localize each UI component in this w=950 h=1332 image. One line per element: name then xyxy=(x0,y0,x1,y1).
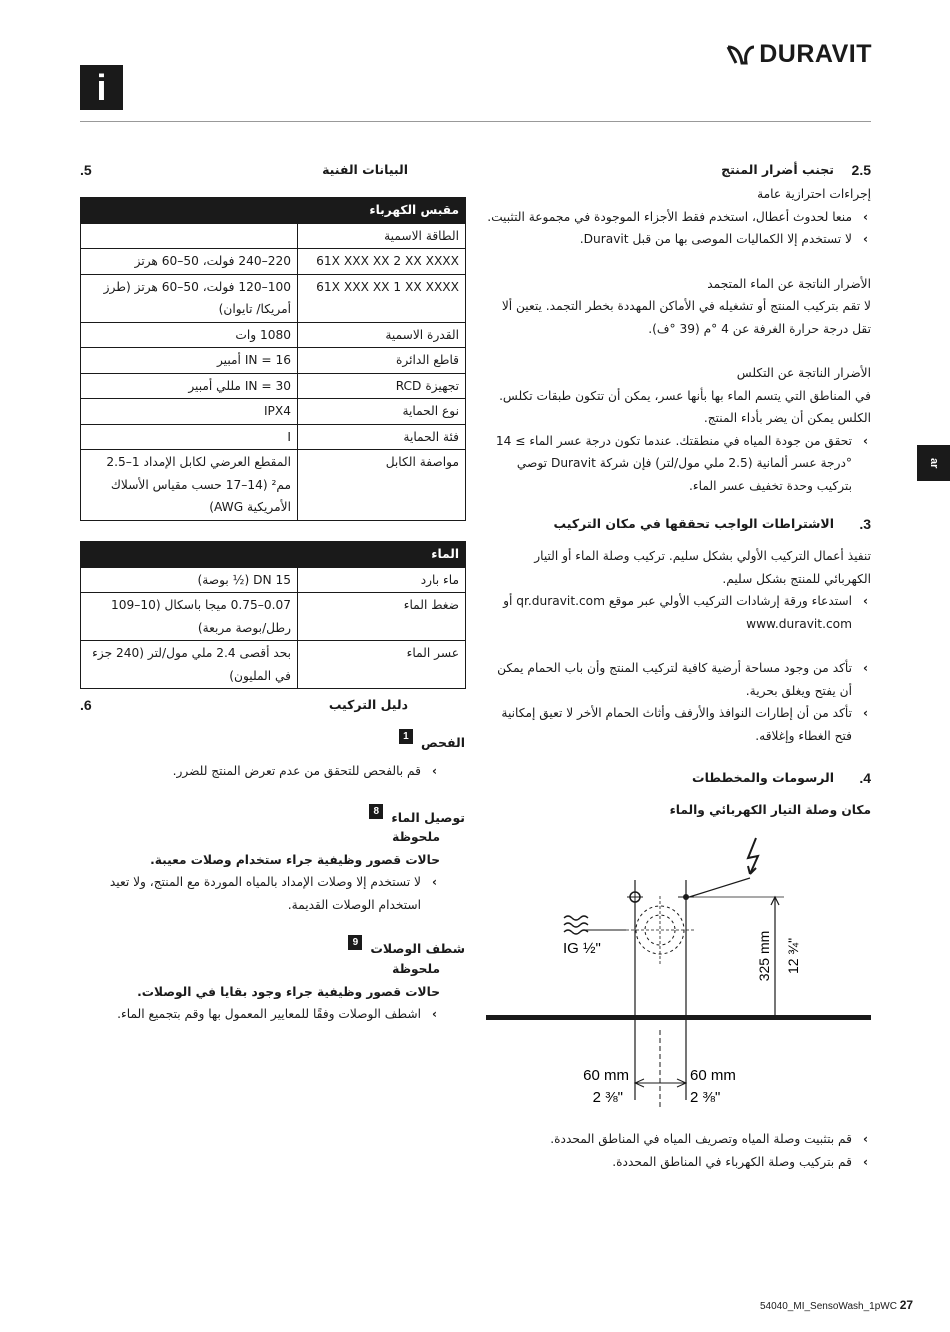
table-cell: 1080 وات xyxy=(81,322,298,348)
water-spec-table xyxy=(80,541,466,689)
paragraph: في المناطق التي يتسم الماء بها بأنها عسر، يمكن أن تتكون طبقات تكلس. الكلس يمكن أن يضر بأداء المنتج. xyxy=(499,388,871,425)
left-offset-mm: 60 mm xyxy=(583,1067,629,1084)
section-heading: دليل التركيب xyxy=(328,697,408,712)
section-heading: الاشتراطات الواجب تحققها في مكان التركيب xyxy=(553,516,834,531)
table-cell: نوع الحماية xyxy=(298,399,466,425)
language-tab[interactable]: ar xyxy=(917,445,950,481)
table-cell: القدرة الاسمية xyxy=(298,322,466,348)
table-cell: الطاقة الاسمية xyxy=(298,223,466,249)
table-header: مقبس الكهرباء xyxy=(81,198,466,224)
table-row xyxy=(81,373,466,399)
table-cell: 100–120 فولت، 50–60 هرتز (طرز أمريكا/ تايوان) xyxy=(81,274,298,322)
height-in: 12 ¾" xyxy=(785,937,801,975)
table-header: الماء xyxy=(81,542,466,568)
ig-label: IG ½" xyxy=(563,940,601,957)
table-row xyxy=(81,399,466,425)
floor-line xyxy=(486,1015,871,1020)
paragraph: تنفيذ أعمال التركيب الأولي بشكل سليم. تركيب وصلة الماء أو التيار الكهربائي للمنتج بشكل سليم. xyxy=(534,549,871,586)
table-row xyxy=(81,424,466,450)
step-9-body xyxy=(80,958,440,1026)
section-5-title xyxy=(80,162,466,178)
table-cell: DN 15 (½ بوصة) xyxy=(81,567,298,593)
section-heading: الرسومات والمخططات xyxy=(692,770,834,785)
table-cell: مواصفة الكابل xyxy=(298,450,466,521)
section-heading: البيانات الفنية xyxy=(322,162,408,177)
section-6-title xyxy=(80,697,466,713)
section-4-title xyxy=(486,770,871,786)
step-title: شطف الوصلات xyxy=(370,941,465,956)
left-offset-in: 2 ⅜" xyxy=(592,1089,623,1106)
diagram-caption: مكان وصلة التيار الكهربائي والماء xyxy=(669,803,871,817)
list-item: › لا تستخدم إلا الكماليات الموصى بها من قبل Duravit. xyxy=(486,228,871,251)
doc-id: 54040_MI_SensoWash_1pWC xyxy=(760,1301,897,1312)
table-cell: ماء بارد xyxy=(298,567,466,593)
table-row xyxy=(81,641,466,689)
connection-diagram xyxy=(486,830,871,1120)
page-footer xyxy=(760,1298,913,1312)
step-8-body xyxy=(80,826,440,916)
table-cell: IPX4 xyxy=(81,399,298,425)
power-spec-table xyxy=(80,197,466,521)
table-row xyxy=(81,593,466,641)
table-cell: 61X XXX XX 2 XX XXXX xyxy=(298,249,466,275)
section-heading: تجنب أضرار المنتج xyxy=(721,162,834,177)
note-label: ملحوظة xyxy=(392,962,440,976)
table-cell: المقطع العرضي لكابل الإمداد 1–2.5 مم² (14–17 حسب مقياس الأسلاك الأمريكية AWG) xyxy=(81,450,298,521)
list-item: › قم بتركيب وصلة الكهرباء في المناطق المحددة. xyxy=(486,1151,871,1174)
table-cell xyxy=(81,223,298,249)
list-item: › تأكد من أن إطارات النوافذ والأرفف وأثاث الحمام الأخر لا تعيق إمكانية فتح الغطاء وإغلاقه. xyxy=(486,702,871,747)
warning-text: حالات قصور وظيفية جراء ستخدام وصلات معيبة. xyxy=(150,852,440,867)
table-row xyxy=(81,348,466,374)
section-number: 4. xyxy=(859,770,871,786)
info-icon: i xyxy=(80,65,123,110)
section-number: 3. xyxy=(859,516,871,532)
warning-text: حالات قصور وظيفية جراء وجود بقايا في الوصلات. xyxy=(137,984,440,999)
subheading: الأضرار الناتجة عن الماء المتجمد xyxy=(707,276,871,291)
list-item: › استدعاء ورقة إرشادات التركيب الأولي عبر موقع qr.duravit.com أو www.duravit.com xyxy=(486,590,871,635)
table-row xyxy=(81,567,466,593)
step-title: الفحص xyxy=(420,735,465,750)
list-item: › قم بالفحص للتحقق من عدم تعرض المنتج للضرر. xyxy=(80,760,440,783)
list-item: › لا تستخدم إلا وصلات الإمداد بالمياه الموردة مع المنتج، ولا تعيد استخدام الوصلات القديمة. xyxy=(80,871,440,916)
section-number: 5. xyxy=(80,162,92,178)
table-row xyxy=(81,322,466,348)
right-offset-in: 2 ⅜" xyxy=(690,1089,721,1106)
duravit-logo-mark xyxy=(726,44,756,66)
paragraph: لا تقم بتركيب المنتج أو تشغيله في الأماكن المهددة بخطر التجمد. يتعين ألا تقل درجة حرارة الغرفة عن 4 °م (39 °ف). xyxy=(501,299,871,336)
section-2-5-body xyxy=(486,183,871,497)
section-3-title xyxy=(486,516,871,532)
list-item: › قم بتثبيت وصلة المياه وتصريف المياه في المناطق المحددة. xyxy=(486,1128,871,1151)
list-item: › تحقق من جودة المياه في منطقتك. عندما تكون درجة عسر الماء ≥ 14 °درجة عسر ألمانية (2.5 ملي مول/لتر) فإن شركة Duravit توصي بتركيب وحدة تخفيف عسر الماء. xyxy=(486,430,871,498)
header-divider xyxy=(80,121,871,122)
right-offset-mm: 60 mm xyxy=(690,1067,736,1084)
section-3-body xyxy=(486,545,871,747)
step-number: 9 xyxy=(348,935,362,950)
subheading: الأضرار الناتجة عن التكلس xyxy=(736,366,871,380)
table-row xyxy=(81,274,466,322)
table-cell: 0.07–0.75 ميجا باسكال (10–109 رطل/بوصة مربعة) xyxy=(81,593,298,641)
step-number: 1 xyxy=(399,729,413,744)
list-item: › تأكد من وجود مساحة أرضية كافية لتركيب المنتج وأن باب الحمام يمكن أن يفتح ويغلق بحرية. xyxy=(486,657,871,702)
table-cell: ضغط الماء xyxy=(298,593,466,641)
duravit-logo xyxy=(726,40,872,69)
step-title: توصيل الماء xyxy=(391,810,465,825)
table-cell: قاطع الدائرة xyxy=(298,348,466,374)
brand-name: DURAVIT xyxy=(759,40,872,68)
table-cell: عسر الماء xyxy=(298,641,466,689)
table-cell: فئة الحماية xyxy=(298,424,466,450)
table-row xyxy=(81,223,466,249)
step-8 xyxy=(369,804,465,825)
subheading: إجراءات احترازية عامة xyxy=(757,187,871,201)
table-row xyxy=(81,249,466,275)
height-mm: 325 mm xyxy=(756,930,772,982)
section-number: 6. xyxy=(80,697,92,713)
table-cell: I xyxy=(81,424,298,450)
section-4-instructions xyxy=(486,1128,871,1173)
list-item: › اشطف الوصلات وفقًا للمعايير المعمول بها وقم بتجميع الماء. xyxy=(80,1003,440,1026)
step-1 xyxy=(399,729,465,750)
list-item: › منعا لحدوث أعطال، استخدم فقط الأجزاء الموجودة في مجموعة التثبيت. xyxy=(486,206,871,229)
section-2-5-title xyxy=(486,162,871,178)
step-number: 8 xyxy=(369,804,383,819)
step-1-body xyxy=(80,760,440,783)
step-9 xyxy=(348,935,465,956)
table-cell: 220–240 فولت، 50–60 هرتز xyxy=(81,249,298,275)
table-cell: 61X XXX XX 1 XX XXXX xyxy=(298,274,466,322)
section-number: 2.5 xyxy=(851,162,871,178)
table-cell: IN = 16 أمبير xyxy=(81,348,298,374)
water-icon xyxy=(564,916,588,934)
table-cell: تجهيزة RCD xyxy=(298,373,466,399)
table-row xyxy=(81,450,466,521)
page-number: 27 xyxy=(899,1298,914,1312)
table-cell: IN = 30 مللي أمبير xyxy=(81,373,298,399)
note-label: ملحوظة xyxy=(392,830,440,844)
table-cell: بحد أقصى 2.4 ملي مول/لتر (240 جزء في المليون) xyxy=(81,641,298,689)
